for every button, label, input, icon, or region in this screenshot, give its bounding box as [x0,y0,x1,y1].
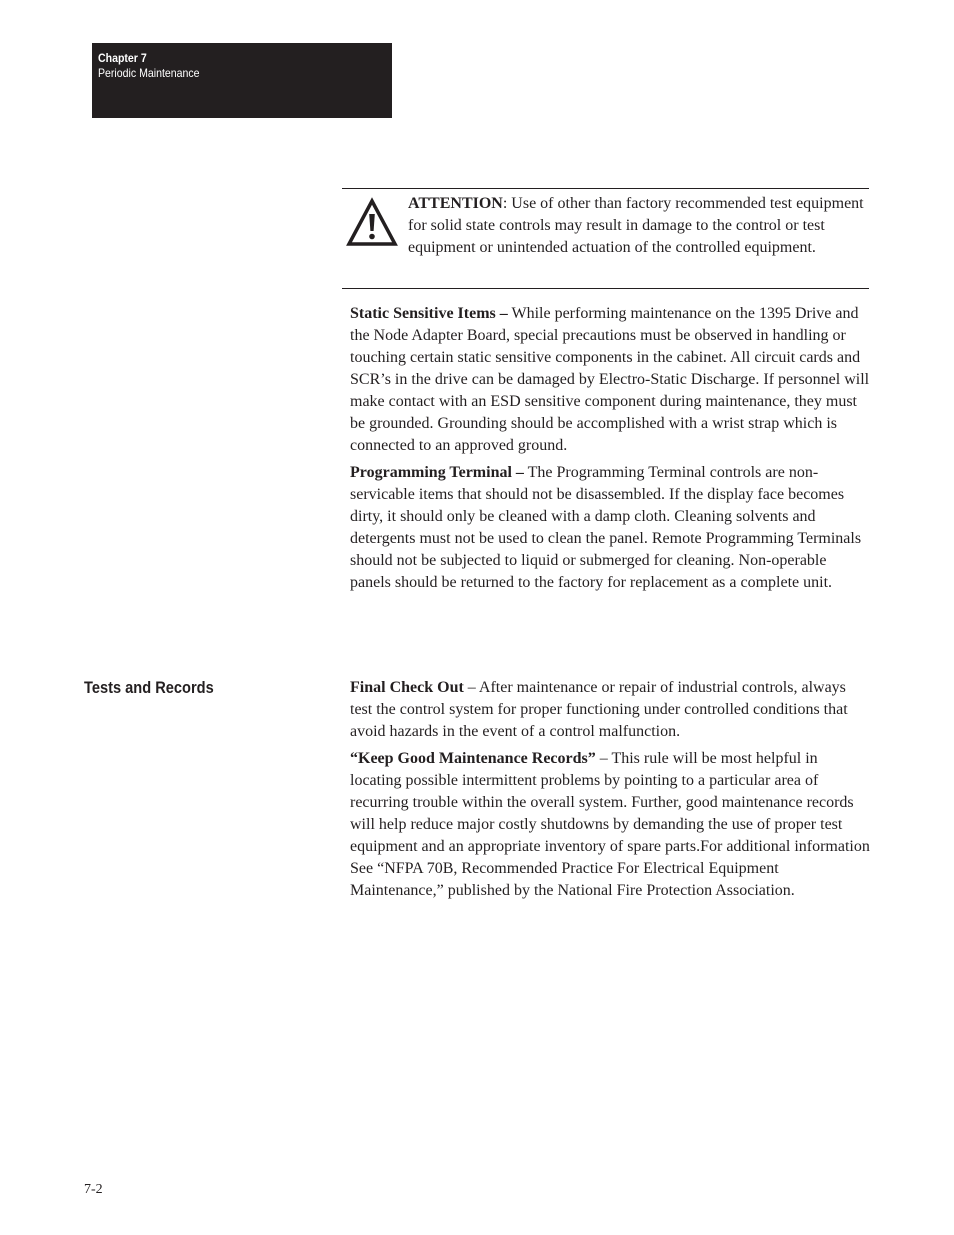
chapter-header-box [92,43,392,118]
attention-label: ATTENTION [408,195,503,212]
static-sensitive-lead: Static Sensitive Items – [350,305,508,322]
static-sensitive-text: While performing maintenance on the 1395 Drive and the Node Adapter Board, special precautions must be observed in handling or touching certain static sensitive components in the cabinet. All circuit cards and SCR’s in the drive can be damaged by Electro-Static Discharge. If personnel will make contact with an ESD sensitive component during maintenance, they must be grounded. Grounding should be accomplished with a wrist strap which is connected to an approved ground. [350,305,870,454]
tests-body [350,677,870,907]
chapter-label: Chapter 7 [98,51,147,65]
programming-terminal-paragraph [350,462,870,594]
programming-terminal-text: The Programming Terminal controls are non-servicable items that should not be disassembled. If the display face becomes dirty, it should only be cleaned with a damp cloth. Cleaning solvents and detergents must not be used to clean the panel. Remote Programming Terminals should not be subjected to liquid or submerged for cleaning. Non-operable panels should be returned to the factory for replacement as a complete unit. [350,464,862,591]
chapter-title: Periodic Maintenance [98,66,200,80]
final-check-lead: Final Check Out [350,679,464,696]
page-number: 7-2 [84,1182,103,1197]
warning-triangle-icon [346,197,398,249]
attention-body: : Use of other than factory recommended test equipment for solid state controls may result in damage to the control or test equipment or unintended actuation of the controlled equipment. [408,195,864,256]
attention-notice [342,188,869,289]
static-sensitive-paragraph [350,303,870,457]
attention-text [408,193,868,259]
final-check-text: – After maintenance or repair of industrial controls, always test the control system for proper functioning under controlled conditions that avoid hazards in the event of a control malfunction. [350,679,848,740]
programming-terminal-lead: Programming Terminal – [350,464,524,481]
records-lead: “Keep Good Maintenance Records” [350,750,596,767]
records-paragraph [350,748,870,902]
final-check-paragraph [350,677,870,743]
maintenance-body [350,303,870,599]
tests-and-records-heading: Tests and Records [84,678,214,697]
records-text: – This rule will be most helpful in locating possible intermittent problems by pointing to a particular area of recurring trouble within the overall system. Further, good maintenance records will help reduce major costly shutdowns by demanding the use of proper test equipment and an appropriate inventory of spare parts.For additional information See “NFPA 70B, Recommended Practice For Electrical Equipment Maintenance,” published by the National Fire Protection Association. [350,750,870,899]
